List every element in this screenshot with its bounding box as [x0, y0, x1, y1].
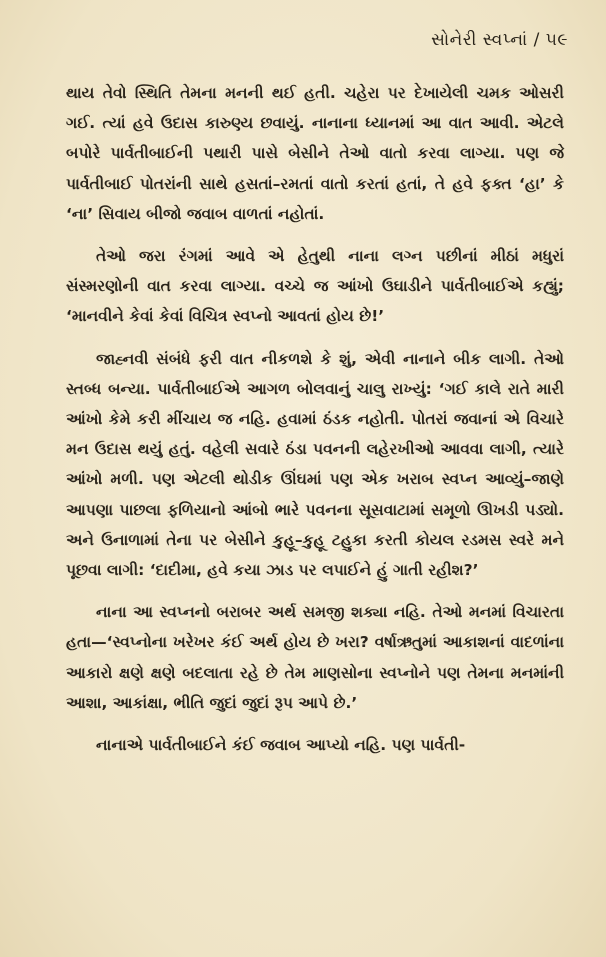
- paragraph: થાય તેવો સ્થિતિ તેમના મનની થઈ હતી. ચહેરા પર દેખાયેલી ચમક ઓસરી ગઈ. ત્યાં હવે ઉદાસ કારુણ્ય છવાયું. નાનાના ધ્યાનમાં આ વાત આવી. એટલે બપોરે પાર્વતીબાઈની પથારી પાસે બેસીને તેઓ વાતો કરવા લાગ્યા. પણ જે પાર્વતીબાઈ પોતરાંની સાથે હસતાં–રમતાં વાતો કરતાં હતાં, તે હવે ફક્ત ‘હા’ કે ‘ના’ સિવાય બીજો જવાબ વાળતાં નહોતાં.: [66, 84, 564, 223]
- running-head: સોનેરી સ્વપ્નાં / ૫૯: [431, 30, 568, 50]
- paragraph: તેઓ જરા રંગમાં આવે એ હેતુથી નાના લગ્ન પછીનાં મીઠાં મધુરાં સંસ્મરણોની વાત કરવા લાગ્યા. વચ્ચે જ આંખો ઉઘાડીને પાર્વતીબાઈએ કહ્યું; ‘માનવીને કેવાં કેવાં વિચિત્ર સ્વપ્નો આવતાં હોય છે!’: [66, 247, 564, 326]
- body-text: [66, 78, 564, 760]
- paragraph: નાનાએ પાર્વતીબાઈને કંઈ જવાબ આપ્યો નહિ. પણ પાર્વતી-: [96, 736, 466, 755]
- paragraph: જાહ્નવી સંબંધે ફરી વાત નીકળશે કે શું, એવી નાનાને બીક લાગી. તેઓ સ્તબ્ધ બન્યા. પાર્વતીબાઈએ આગળ બોલવાનું ચાલુ રાખ્યું: ‘ગઈ કાલે રાતે મારી આંખો કેમે કરી મીંચાય જ નહિ. હવામાં ઠંડક નહોતી. પોતરાં જવાનાં એ વિચારે મન ઉદાસ થયું હતું. વહેલી સવારે ઠંડા પવનની લહેરખીઓ આવવા લાગી, ત્યારે આંખો મળી. પણ એટલી થોડીક ઊંઘમાં પણ એક ખરાબ સ્વપ્ન આવ્યું–જાણે આપણા પાછલા ફળિયાનો આંબો ભારે પવનના સૂસવાટામાં સમૂળો ઊખડી પડ્યો. અને ઉનાળામાં તેના પર બેસીને કુહૂ–કુહૂ ટહુકા કરતી કોયલ રડમસ સ્વરે મને પૂછવા લાગી: ‘દાદીમા, હવે કયા ઝાડ પર લપાઈને હું ગાતી રહીશ?’: [66, 349, 564, 580]
- paragraph: નાના આ સ્વપ્નનો બરાબર અર્થ સમજી શક્યા નહિ. તેઓ મનમાં વિચારતા હતા—‘સ્વપ્નોના ખરેખર કંઈ અર્થ હોય છે ખરા? વર્ષાઋતુમાં આકાશનાં વાદળાંના આકારો ક્ષણે ક્ષણે બદલાતા રહે છે તેમ માણસોના સ્વપ્નોને પણ તેમના મનમાંની આશા, આકાંક્ષા, ભીતિ જુદાં જુદાં રૂપ આપે છે.’: [66, 603, 564, 712]
